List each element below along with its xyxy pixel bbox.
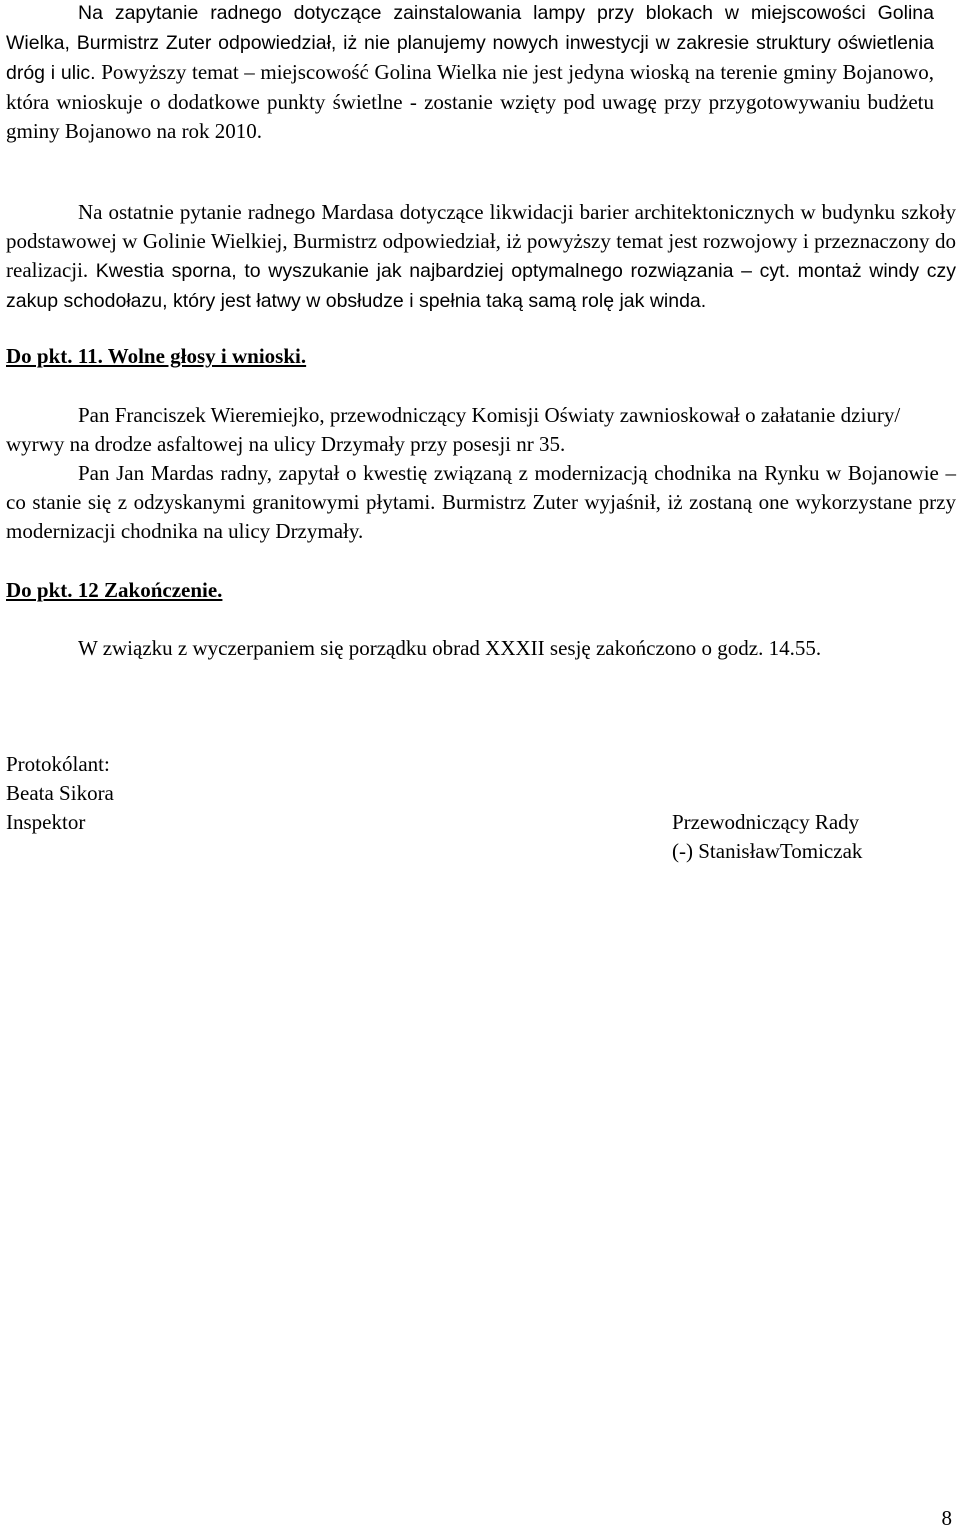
paragraph-architectural-barriers [6,198,956,316]
paragraph-street-lamps [6,0,934,146]
heading-item-11: Do pkt. 11. Wolne głosy i wnioski. [6,344,307,368]
signature-right-role: Przewodniczący Rady [672,810,860,834]
paragraph-sidewalk-modernization: Pan Jan Mardas radny, zapytał o kwestię związaną z modernizacją chodnika na Rynku w Bojanowie – co stanie się z odzyskanymi granitowymi płytami. Burmistrz Zuter wyjaśnił, iż zostaną one wykorzystane przy modernizacji chodnika na ulicy Drzymały. [6,461,956,543]
signature-left-title: Inspektor [6,810,86,834]
paragraph-architectural-barriers-part2: Kwestia sporna, to wyszukanie jak najbardziej optymalnego rozwiązania – cyt. montaż windy czy zakup schodołazu, który jest łatwy w obsłudze i spełnia taką samą rolę jak winda. [6,260,957,312]
paragraph-closing: W związku z wyczerpaniem się porządku obrad XXXII sesję zakończono o godz. 14.55. [78,636,822,660]
paragraph-road-repair: Pan Franciszek Wieremiejko, przewodniczący Komisji Oświaty zawnioskował o załatanie dziury/ wyrwy na drodze asfaltowej na ulicy Drzymały przy posesji nr 35. [6,403,901,456]
paragraph-architectural-barriers-part1: Na ostatnie pytanie radnego Mardasa dotyczące likwidacji barier architektonicznych w budynku szkoły podstawowej w Golinie Wielkiej, Burmistrz odpowiedział, iż powyższy temat jest rozwojowy i przeznaczony do realizacji. [6,200,956,282]
signature-right [672,808,862,866]
signature-left [6,750,114,837]
signature-right-name: (-) StanisławTomiczak [672,839,863,863]
signature-left-role: Protokólant: [6,752,110,776]
page-number: 8 [941,1506,952,1530]
heading-item-12: Do pkt. 12 Zakończenie. [6,578,223,602]
signature-left-name: Beata Sikora [6,781,114,805]
paragraph-street-lamps-part1: Na zapytanie radnego dotyczące zainstalowania lampy przy blokach w miejscowości Golina Wielka, Burmistrz Zuter odpowiedział, iż nie planujemy nowych inwestycji w zakresie struktury oświetlenia dróg i ulic. [6,2,934,84]
paragraph-street-lamps-part2: Powyższy temat – miejscowość Golina Wielka nie jest jedyna wioską na terenie gminy Bojanowo, która wnioskuje o dodatkowe punkty świetlne - zostanie wzięty pod uwagę przy przygotowywaniu budżetu gminy Bojanowo na rok 2010. [6,60,935,143]
